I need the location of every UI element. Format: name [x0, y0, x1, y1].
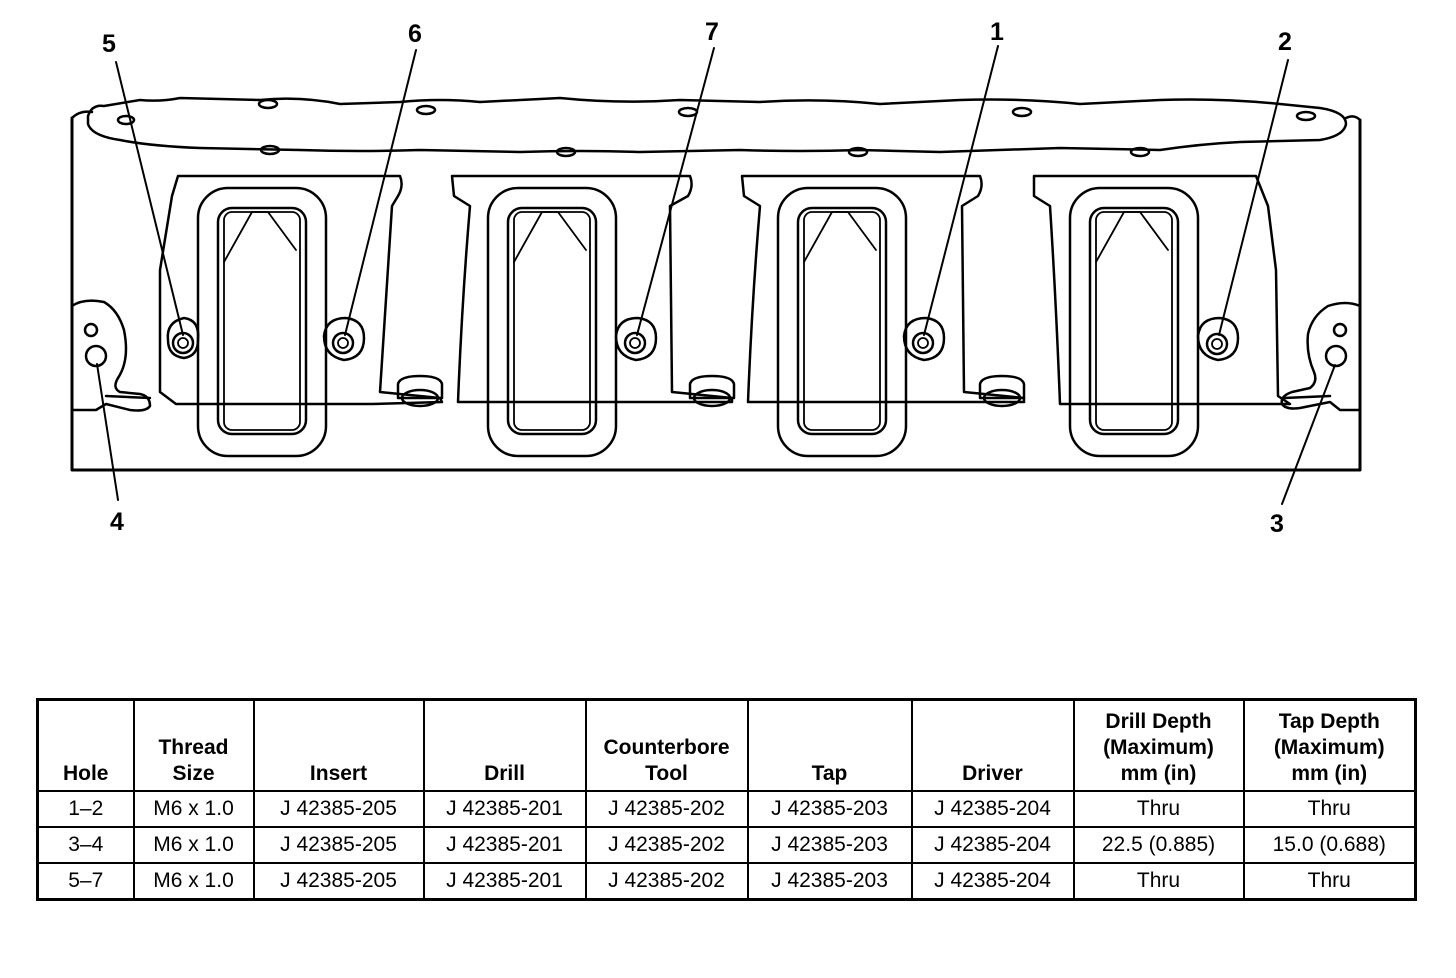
cell-hole: 3–4 — [38, 827, 134, 863]
hole-4 — [85, 324, 106, 366]
callout-1: 1 — [990, 18, 1004, 46]
cell-thread-size: M6 x 1.0 — [134, 863, 254, 900]
hole-2 — [1198, 318, 1238, 360]
callout-2: 2 — [1278, 28, 1292, 56]
cell-tap-depth: Thru — [1244, 791, 1416, 827]
cell-thread-size: M6 x 1.0 — [134, 791, 254, 827]
cell-hole: 1–2 — [38, 791, 134, 827]
cell-insert: J 42385-205 — [254, 791, 424, 827]
cell-tap: J 42385-203 — [748, 827, 912, 863]
header-counterbore-tool: Counterbore Tool — [586, 700, 748, 792]
cell-driver: J 42385-204 — [912, 791, 1074, 827]
cell-tap-depth: Thru — [1244, 863, 1416, 900]
callout-7: 7 — [705, 18, 719, 46]
header-driver: Driver — [912, 700, 1074, 792]
header-tap-depth: Tap Depth (Maximum) mm (in) — [1244, 700, 1416, 792]
cell-insert: J 42385-205 — [254, 863, 424, 900]
hole-3 — [1326, 324, 1346, 366]
cell-drill: J 42385-201 — [424, 827, 586, 863]
cell-drill-depth: 22.5 (0.885) — [1074, 827, 1244, 863]
hole-6 — [324, 318, 364, 360]
cell-drill-depth: Thru — [1074, 863, 1244, 900]
leader-1 — [924, 46, 998, 335]
cell-drill-depth: Thru — [1074, 791, 1244, 827]
table-header-row — [38, 700, 1416, 792]
leader-6 — [345, 50, 416, 335]
table-row — [38, 827, 1416, 863]
table-row — [38, 791, 1416, 827]
callout-4: 4 — [110, 508, 124, 536]
cell-hole: 5–7 — [38, 863, 134, 900]
header-thread-size: Thread Size — [134, 700, 254, 792]
header-hole: Hole — [38, 700, 134, 792]
left-boss — [72, 301, 150, 411]
head-outline — [72, 118, 1360, 470]
callout-5: 5 — [102, 30, 116, 58]
header-tap: Tap — [748, 700, 912, 792]
cell-tap: J 42385-203 — [748, 791, 912, 827]
right-boss — [1282, 303, 1360, 410]
cell-tap: J 42385-203 — [748, 863, 912, 900]
cell-counterbore-tool: J 42385-202 — [586, 863, 748, 900]
cell-counterbore-tool: J 42385-202 — [586, 827, 748, 863]
thread-repair-spec-table — [36, 698, 1417, 901]
cell-thread-size: M6 x 1.0 — [134, 827, 254, 863]
cell-drill: J 42385-201 — [424, 863, 586, 900]
cell-counterbore-tool: J 42385-202 — [586, 791, 748, 827]
callout-3: 3 — [1270, 510, 1284, 538]
cell-drill: J 42385-201 — [424, 791, 586, 827]
header-drill-depth: Drill Depth (Maximum) mm (in) — [1074, 700, 1244, 792]
hole-1 — [904, 318, 944, 360]
leader-3 — [1282, 365, 1335, 504]
table-row — [38, 863, 1416, 900]
runner-flange-3 — [742, 176, 1024, 402]
cell-tap-depth: 15.0 (0.688) — [1244, 827, 1416, 863]
header-drill: Drill — [424, 700, 586, 792]
leader-5 — [116, 62, 183, 335]
runner-flange-4 — [1034, 176, 1290, 404]
header-insert: Insert — [254, 700, 424, 792]
cell-driver: J 42385-204 — [912, 827, 1074, 863]
hole-7 — [616, 318, 656, 360]
hole-5 — [168, 318, 198, 358]
runner-flange-2 — [452, 176, 732, 402]
cell-driver: J 42385-204 — [912, 863, 1074, 900]
callout-6: 6 — [408, 20, 422, 48]
leader-7 — [637, 48, 714, 335]
cell-insert: J 42385-205 — [254, 827, 424, 863]
